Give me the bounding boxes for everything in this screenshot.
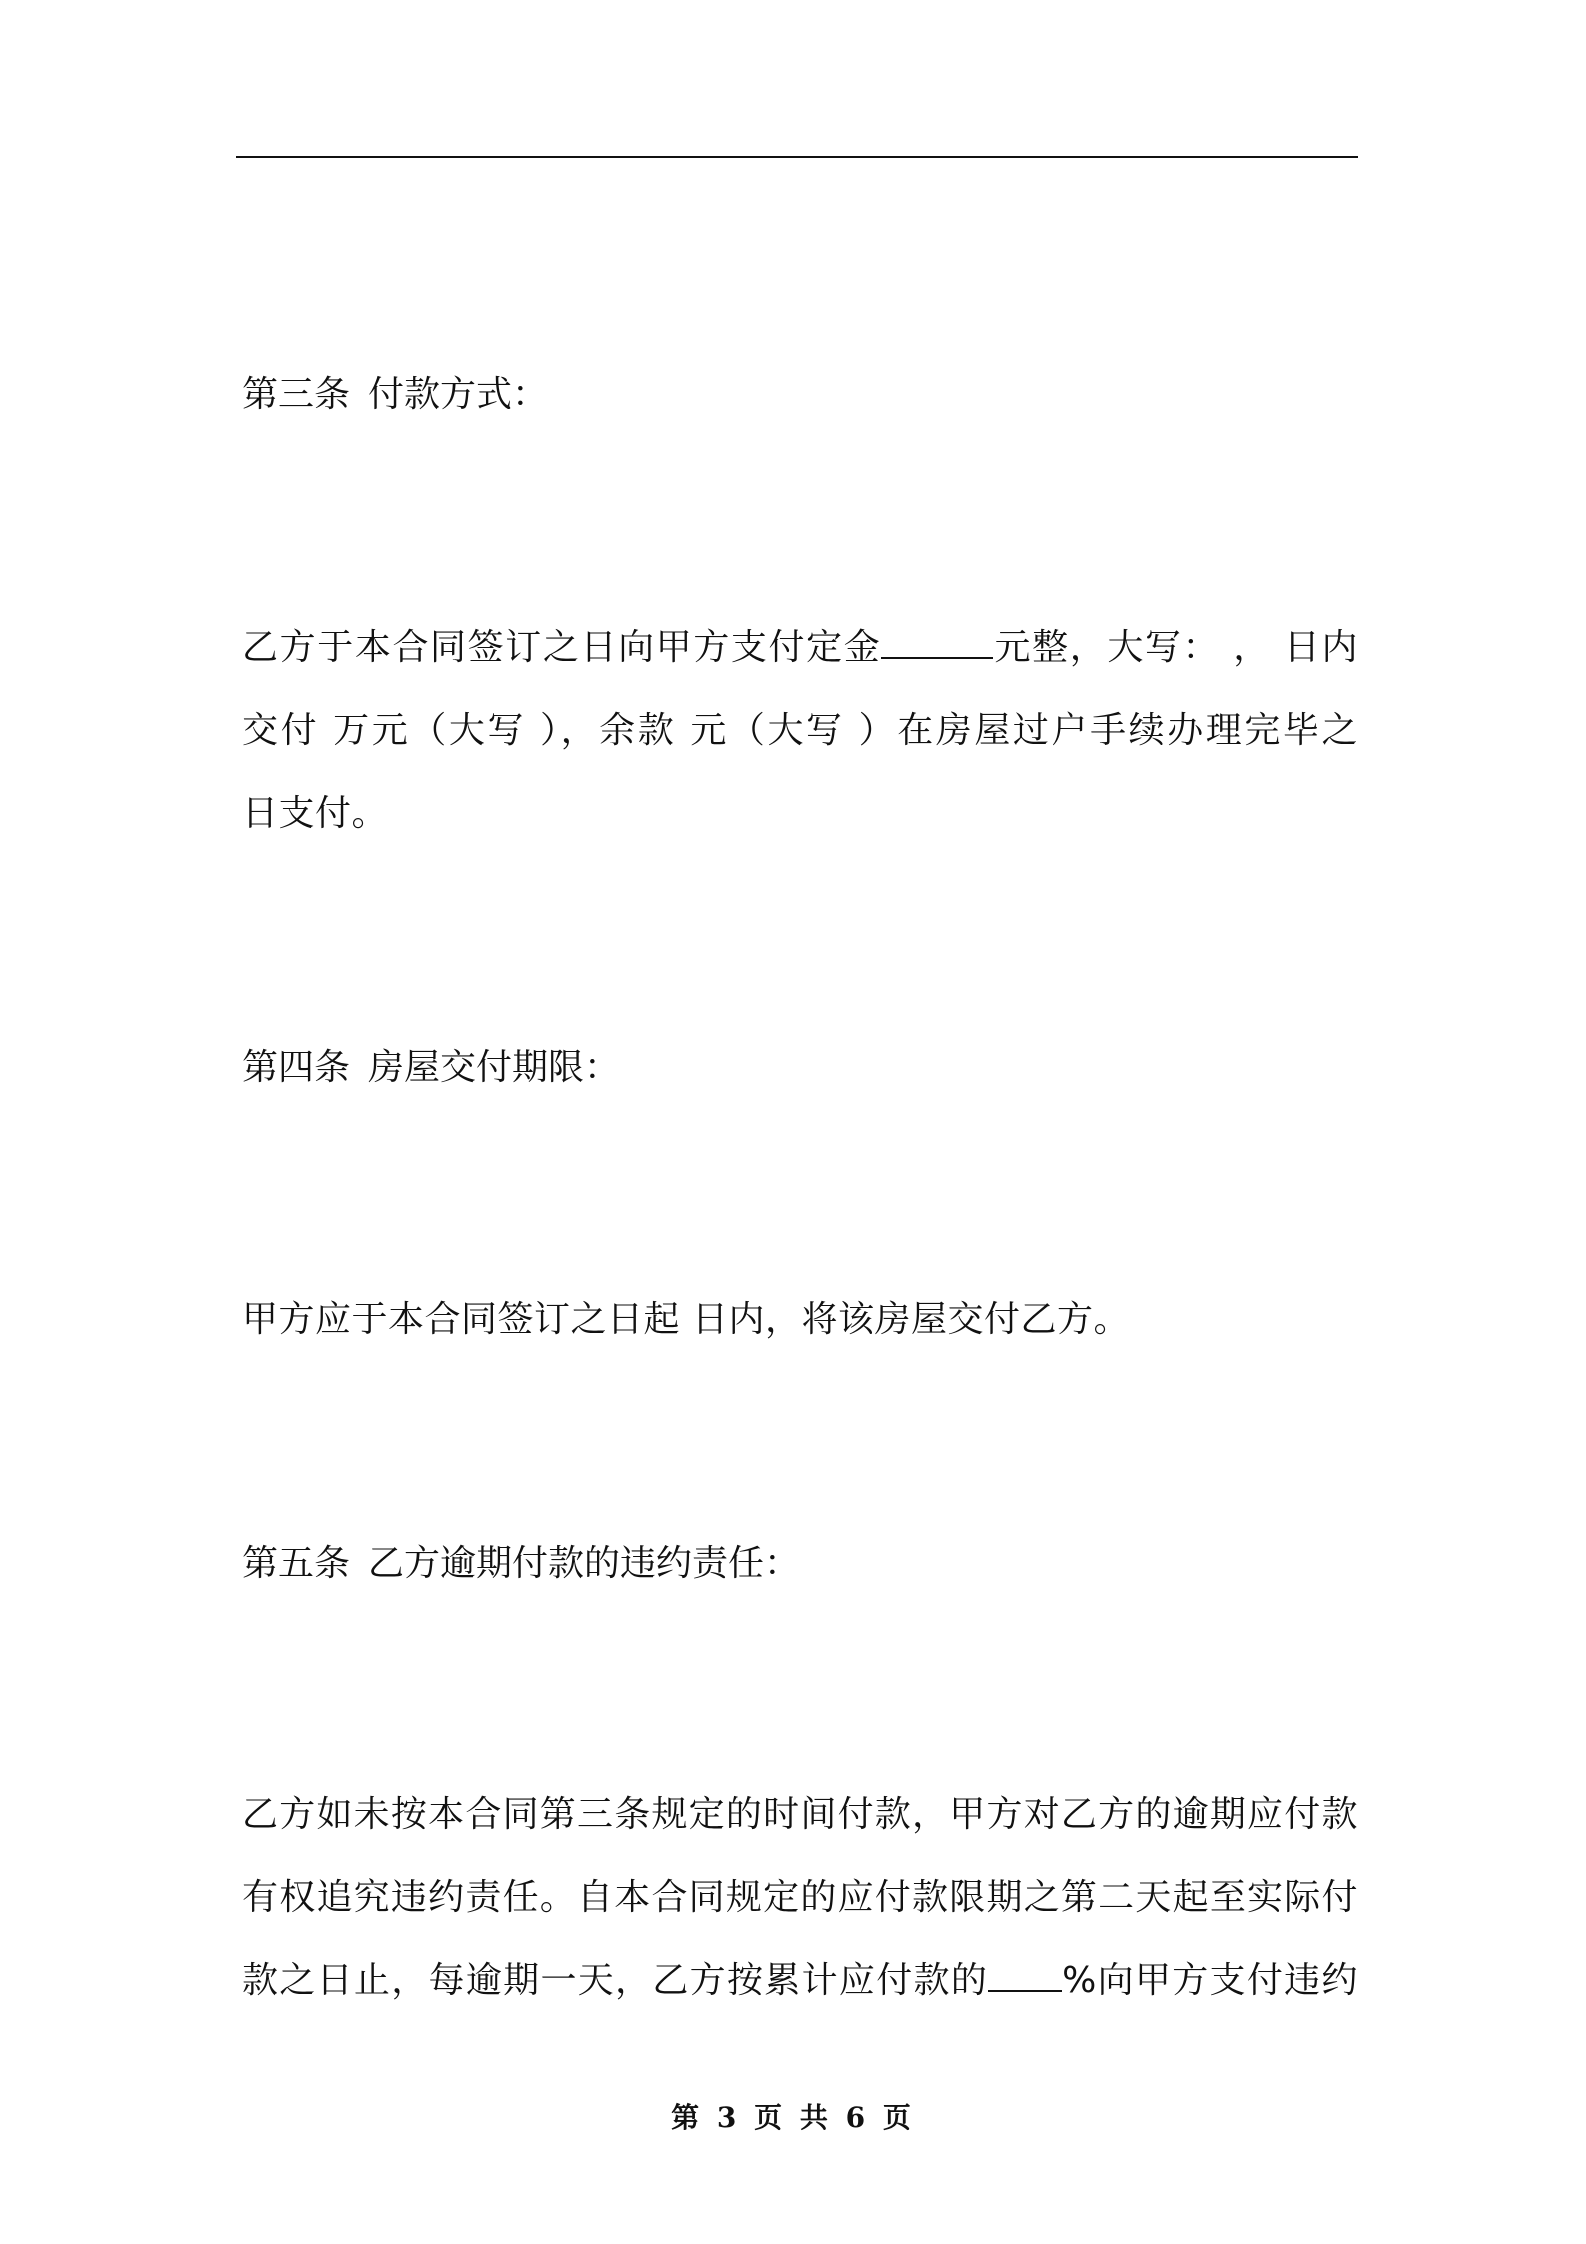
article-3-title: 付款方式： — [368, 374, 549, 415]
article-4-line-1: 甲方应于本合同签订之日起 日内，将该房屋交付乙方。 — [242, 1299, 1130, 1340]
article-5-heading — [242, 1539, 800, 1589]
article-5-number: 第五条 — [242, 1543, 351, 1584]
article-4-number: 第四条 — [242, 1047, 351, 1088]
header-rule — [236, 156, 1358, 158]
article-5-line-3-a: 款之日止，每逾期一天，乙方按累计应付款的 — [242, 1960, 989, 2001]
article-3-heading — [242, 370, 548, 420]
article-3-number: 第三条 — [242, 374, 351, 415]
article-5-line-2: 有权追究违约责任。自本合同规定的应付款限期之第二天起至实际付 — [242, 1877, 1358, 1918]
article-3-line-1 — [242, 606, 1358, 689]
article-5-line-3-b: %向甲方支付违约 — [1062, 1960, 1358, 2001]
article-3-line-1-b: 元整，大写： ， 日内 — [993, 627, 1358, 668]
article-4-heading — [242, 1043, 620, 1093]
article-3-body — [242, 606, 1358, 855]
article-5-title: 乙方逾期付款的违约责任： — [368, 1543, 801, 1584]
article-4-title: 房屋交付期限： — [368, 1047, 621, 1088]
article-5-body — [242, 1773, 1358, 2022]
article-5-line-1: 乙方如未按本合同第三条规定的时间付款，甲方对乙方的逾期应付款 — [242, 1794, 1358, 1835]
page-footer: 第 3 页 共 6 页 — [671, 2101, 915, 2134]
article-3-line-2: 交付 万元（大写 ），余款 元（大写 ）在房屋过户手续办理完毕之 — [242, 710, 1358, 751]
article-5-line-3 — [242, 1939, 1358, 2022]
article-3-line-1-a: 乙方于本合同签订之日向甲方支付定金 — [242, 627, 882, 668]
article-3-line-3: 日支付。 — [242, 793, 389, 834]
penalty-rate-blank — [988, 1960, 1062, 1992]
deposit-amount-blank — [881, 627, 993, 659]
article-4-body — [242, 1278, 1358, 1361]
